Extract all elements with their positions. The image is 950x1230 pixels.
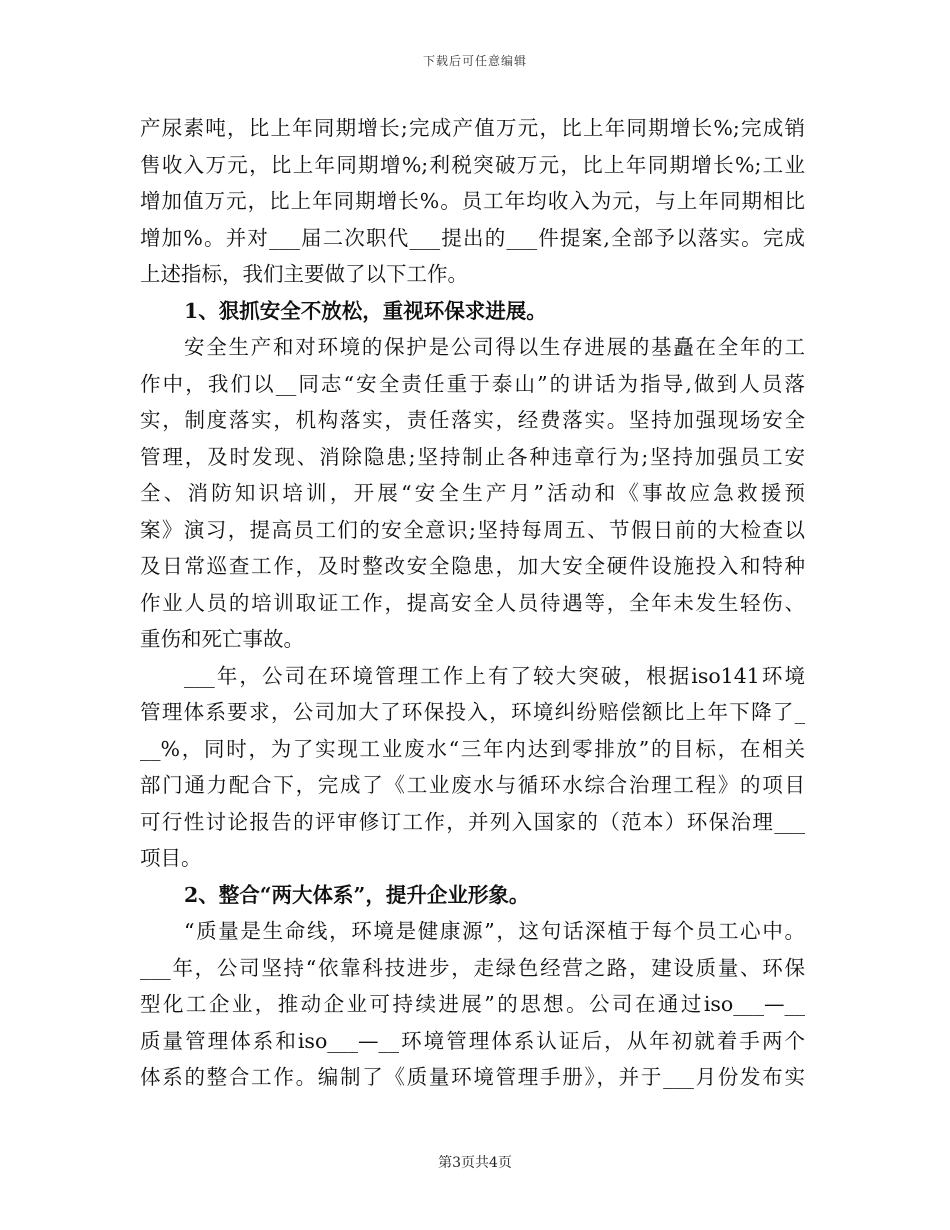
paragraph-first-line: 安全生产和对环境的保护是公司得以生存进展的基矗在全年的工 [184, 335, 805, 359]
paragraph-line: 售收入万元，比上年同期增%;利税突破万元，比上年同期增长%;工业 [140, 152, 805, 177]
paragraph-first-line: ___年，公司在环境管理工作上有了较大突破，根据iso141环境 [184, 663, 805, 688]
paragraph-line: __%，同时，为了实现工业废水“三年内达到零排放”的目标，在相关 [140, 736, 805, 761]
document-body [140, 110, 805, 1096]
paragraph-line: 体系的整合工作。编制了《质量环境管理手册》，并于___月份发布实 [140, 1065, 805, 1089]
page-header: 下载后可任意编辑 [422, 54, 527, 68]
paragraph-first-line: “质量是生命线，环境是健康源”，这句话深植于每个员工心中。 [184, 919, 805, 943]
paragraph-line: 实，制度落实，机构落实，责任落实，经费落实。坚持加强现场安全 [140, 408, 805, 432]
section-heading: 2、整合“两大体系”，提升企业形象。 [184, 882, 530, 907]
paragraph-line: 可行性讨论报告的评审修订工作，并列入国家的（范本）环保治理___ [140, 809, 805, 834]
paragraph-line: 管理，及时发现、消除隐患;坚持制止各种违章行为;坚持加强员工安 [140, 444, 805, 469]
paragraph-last-line: 上述指标，我们主要做了以下工作。 [140, 262, 468, 286]
page-footer: 第3页共4页 [438, 1155, 512, 1171]
paragraph-line: 质量管理体系和iso___—__环境管理体系认证后，从年初就着手两个 [140, 1028, 805, 1053]
paragraph-line: 作中，我们以__同志“安全责任重于泰山”的讲话为指导,做到人员落 [140, 371, 805, 396]
paragraph-line: 管理体系要求，公司加大了环保投入，环境纠纷赔偿额比上年下降了_ [140, 700, 805, 724]
section-heading: 1、狠抓安全不放松，重视环保求进展。 [184, 298, 547, 323]
paragraph-line: 产尿素吨，比上年同期增长;完成产值万元，比上年同期增长%;完成销 [140, 116, 805, 140]
paragraph-line: 及日常巡查工作，及时整改安全隐患，加大安全硬件设施投入和特种 [140, 554, 805, 578]
paragraph-line: 部门通力配合下，完成了《工业废水与循环水综合治理工程》的项目 [140, 773, 805, 797]
paragraph-line: 型化工企业，推动企业可持续进展”的思想。公司在通过iso___—__ [140, 992, 805, 1016]
paragraph-line: 案》演习，提高员工们的安全意识;坚持每周五、节假日前的大检查以 [140, 517, 805, 542]
paragraph-last-line: 重伤和死亡事故。 [140, 627, 304, 651]
paragraph-line: ___年，公司坚持“依靠科技进步，走绿色经营之路，建设质量、环保 [140, 955, 805, 980]
paragraph-line: 全、消防知识培训，开展“安全生产月”活动和《事故应急救援预 [140, 481, 805, 505]
paragraph-last-line: 项目。 [140, 846, 202, 870]
paragraph-line: 作业人员的培训取证工作，提高安全人员待遇等，全年未发生轻伤、 [140, 590, 805, 615]
paragraph-line: 增加%。并对___届二次职代___提出的___件提案,全部予以落实。完成 [140, 225, 805, 250]
paragraph-line: 增加值万元，比上年同期增长%。员工年均收入为元，与上年同期相比 [140, 189, 805, 213]
